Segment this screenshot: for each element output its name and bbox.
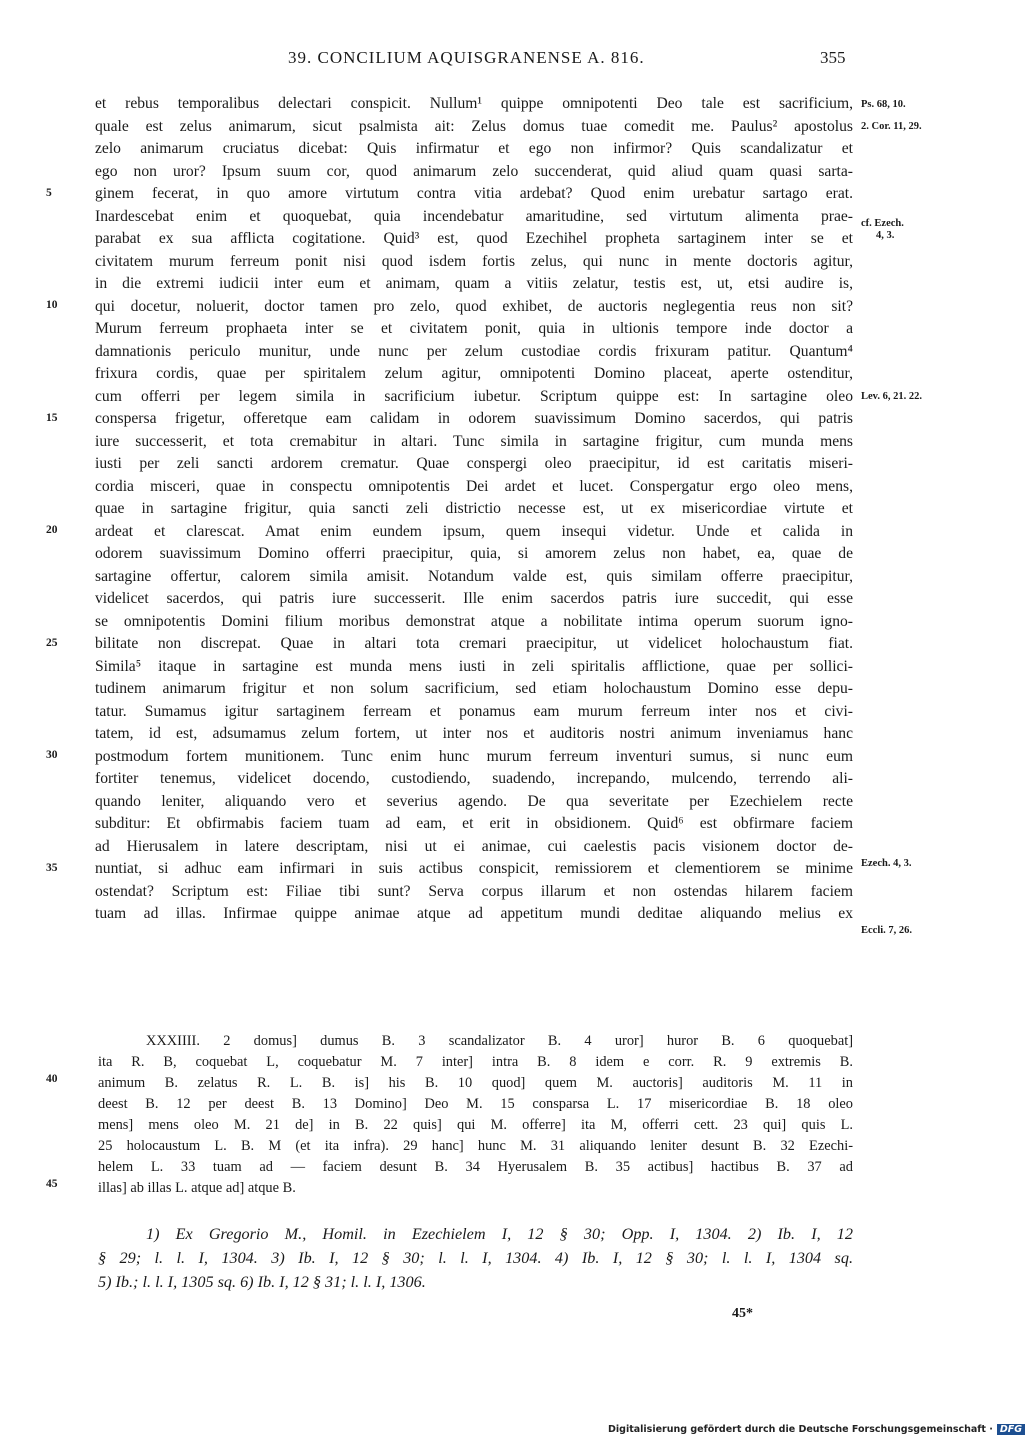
apparatus-line: helem L. 33 tuam ad — faciem desunt B. 34 Hyerusalem B. 35 actibus] hactibus B. 37 ad bbox=[98, 1159, 853, 1175]
text-line: ad Hierusalem in latere descriptam, nisi ut ei animae, cui caelestis pacis visionem doctor de- bbox=[95, 837, 853, 855]
text-line: ego non uror? Ipsum suum cor, quod animarum zelo succenderat, quid aliud quam quasi sarta- bbox=[95, 162, 853, 180]
apparatus-line-number: 40 bbox=[46, 1073, 58, 1085]
text-line: postmodum fortem munitionem. Tunc enim hunc murum ferreum inventuri sumus, si nunc eum bbox=[95, 747, 853, 765]
margin-reference: 2. Cor. 11, 29. bbox=[861, 121, 922, 132]
text-line: subditur: Et obfirmabis faciem tuam ad eam, et erit in obsidionem. Quid⁶ est obfirmare faciem bbox=[95, 815, 853, 832]
dfg-logo: DFG bbox=[997, 1424, 1025, 1435]
apparatus-line: illas] ab illas L. atque ad] atque B. bbox=[98, 1180, 296, 1196]
text-line: frixura cordis, quae per spiritalem zelum agitur, omnipotenti Domino placeat, aperte ostenditur, bbox=[95, 365, 853, 382]
apparatus-line: 25 holocaustum L. B. M (et ita infra). 29 hanc] hunc M. 31 aliquando leniter desunt B. 32 Ezechi- bbox=[98, 1138, 853, 1154]
line-number: 25 bbox=[46, 637, 58, 649]
text-line: zelo animarum cruciatus dicebat: Quis infirmatur et ego non infirmor? Quis scandalizatur et bbox=[95, 140, 853, 157]
text-line: se omnipotentis Domini filium moribus demonstrat atque a nobilitate intima operum suorum igno- bbox=[95, 612, 853, 630]
margin-reference: Ezech. 4, 3. bbox=[861, 858, 912, 869]
page-number: 355 bbox=[820, 48, 846, 67]
text-line: Simila⁵ itaque in sartagine est munda mens iusti in zeli spiritalis afflictione, quae per sollici- bbox=[95, 657, 853, 675]
line-number: 5 bbox=[46, 187, 52, 199]
margin-reference: Ps. 68, 10. bbox=[861, 99, 906, 110]
apparatus-line: XXXIIII. 2 domus] dumus B. 3 scandalizator B. 4 uror] huror B. 6 quoquebat] bbox=[146, 1033, 853, 1049]
text-line: quae in sartagine frigitur, quia sancti zeli districtio necesse est, ut ex misericordiae virtute et bbox=[95, 500, 853, 517]
text-line: in die extremi iudicii inter eum et animam, quam a vitiis zelatur, testis est, ut, etsi audire is, bbox=[95, 275, 853, 292]
text-line: odorem suavissimum Domino offerri praecipitur, quia, si amorem zelus non habet, ea, quae de bbox=[95, 545, 853, 562]
footnote-line: § 29; l. l. I, 1304. 3) Ib. I, 12 § 30; l. l. I, 1304. 4) Ib. I, 12 § 30; l. l. I, 1304 sq. bbox=[98, 1249, 853, 1267]
footnote-line: 1) Ex Gregorio M., Homil. in Ezechielem I, 12 § 30; Opp. I, 1304. 2) Ib. I, 12 bbox=[146, 1225, 853, 1243]
footnote-line: 5) Ib.; l. l. I, 1305 sq. 6) Ib. I, 12 § 31; l. l. I, 1306. bbox=[98, 1273, 426, 1291]
critical-apparatus bbox=[98, 1031, 853, 1199]
text-line: et rebus temporalibus delectari conspicit. Nullum¹ quippe omnipotenti Deo tale est sacrificium, bbox=[95, 95, 853, 112]
text-line: ginem fecerat, in quo amore virtutum contra vitia ardebat? Quod enim urebatur sartago erat. bbox=[95, 185, 853, 202]
dfg-notice bbox=[608, 1424, 1025, 1435]
text-line: parabat ex sua afflicta cogitatione. Quid³ est, quod Ezechihel propheta sartaginem inter se et bbox=[95, 230, 853, 247]
text-line: nuntiat, si adhuc eam infirmari in suis actibus conspicit, remissiorem et clementiorem se minime bbox=[95, 860, 853, 877]
text-line: tatur. Sumamus igitur sartaginem ferream et ponamus eam murum ferreum inter nos et civi- bbox=[95, 702, 853, 720]
running-header bbox=[0, 48, 1000, 72]
dfg-notice-text: Digitalisierung gefördert durch die Deutsche Forschungsgemeinschaft · bbox=[608, 1424, 993, 1435]
text-line: quando leniter, aliquando vero et severius agendo. De qua severitate per Ezechielem recte bbox=[95, 792, 853, 810]
main-text bbox=[95, 93, 853, 926]
text-line: tuam ad illas. Infirmae quippe animae atque ad appetitum mundi deditae aliquando melius ex bbox=[95, 905, 853, 922]
text-line: iusti per zeli sancti ardorem crematur. Quae conspergi oleo praecipitur, id est caritatis miseri- bbox=[95, 455, 853, 472]
apparatus-line: animum B. zelatus R. L. B. is] his B. 10 quod] quem M. auctoris] auditoris M. 11 in bbox=[98, 1075, 853, 1091]
text-line: quale est zelus animarum, sicut psalmista ait: Zelus domus tuae comedit me. Paulus² apostolus bbox=[95, 117, 853, 135]
text-line: iure successerit, et tota cremabitur in altari. Tunc simila in sartagine frigitur, cum munda mens bbox=[95, 432, 853, 450]
text-line: damnationis periculo munitur, unde nunc per zelum custodiae cordis frixuram patitur. Quantum⁴ bbox=[95, 342, 853, 360]
footnotes bbox=[98, 1222, 853, 1294]
signature-mark: 45* bbox=[732, 1306, 753, 1321]
text-line: tudinem animarum frigitur et non solum sacrificium, sed etiam holochaustum Domino esse depu- bbox=[95, 680, 853, 697]
text-line: ostendat? Scriptum est: Filiae tibi sunt? Serva corpus illarum et non ostendas hilarem faciem bbox=[95, 882, 853, 900]
line-number: 30 bbox=[46, 749, 58, 761]
text-line: civitatem murum ferreum ponit nisi quod isdem fortis zelus, qui nunc in mente doctoris agitur, bbox=[95, 252, 853, 270]
apparatus-line: ita R. B, coquebat L, coquebatur M. 7 inter] intra B. 8 idem e corr. R. 9 extremis B. bbox=[98, 1054, 853, 1070]
text-line: qui docetur, noluerit, doctor tamen pro zelo, quod exhibet, de auctoris neglegentia reus non sit? bbox=[95, 297, 853, 315]
text-line: fortiter tenemus, videlicet docendo, custodiendo, suadendo, increpando, mulcendo, terrendo ali- bbox=[95, 770, 853, 787]
line-number: 35 bbox=[46, 862, 58, 874]
text-line: sartagine offertur, calorem simila amisit. Notandum valde est, quis similam offerre praecipitur, bbox=[95, 567, 853, 585]
apparatus-line: mens] mens oleo M. 21 de] in B. 22 quis] qui M. offerre] ita M, offerri cett. 23 qui] quis L. bbox=[98, 1117, 853, 1133]
margin-reference: Eccli. 7, 26. bbox=[861, 925, 913, 936]
text-line: Inardescebat enim et quoquebat, quia incendebatur amaritudine, sed virtutum alimenta prae- bbox=[95, 207, 853, 225]
margin-reference: cf. Ezech. bbox=[861, 218, 904, 229]
text-line: Murum ferreum prophaeta inter se et civitatem ponit, quia in ultionis tempore inde doctor a bbox=[95, 320, 853, 337]
text-line: tatem, id est, adsumamus zelum fortem, ut inter nos et auditoris nostri animum inveniamus hanc bbox=[95, 725, 853, 742]
margin-reference: 4, 3. bbox=[876, 230, 895, 241]
line-number: 10 bbox=[46, 299, 58, 311]
line-number: 15 bbox=[46, 412, 58, 424]
text-line: cordia misceri, quae in conspectu omnipotentis Dei ardet et lucet. Conspergatur ergo oleo mens, bbox=[95, 477, 853, 495]
apparatus-line-number: 45 bbox=[46, 1178, 58, 1190]
text-line: ardeat et clarescat. Amat enim eundem ipsum, quem insequi videtur. Unde et calida in bbox=[95, 522, 853, 540]
running-title: 39. CONCILIUM AQUISGRANENSE A. 816. bbox=[288, 48, 645, 67]
apparatus-line: deest B. 12 per deest B. 13 Domino] Deo M. 15 consparsa L. 17 misericordiae B. 18 oleo bbox=[98, 1096, 853, 1112]
margin-reference: Lev. 6, 21. 22. bbox=[861, 391, 922, 402]
text-line: conspersa frigetur, offeretque eam calidam in odorem suavissimum Domino sacerdos, qui patris bbox=[95, 410, 853, 427]
text-line: videlicet sacerdos, qui patris iure successerit. Ille enim sacerdos patris iure succedit, qui esse bbox=[95, 590, 853, 607]
text-line: cum offerri per legem simila in sacrificium iubetur. Scriptum quippe est: In sartagine oleo bbox=[95, 387, 853, 405]
line-number: 20 bbox=[46, 524, 58, 536]
text-line: bilitate non discrepat. Quae in altari tota cremari praecipitur, ut videlicet holochaustum fiat. bbox=[95, 635, 853, 652]
